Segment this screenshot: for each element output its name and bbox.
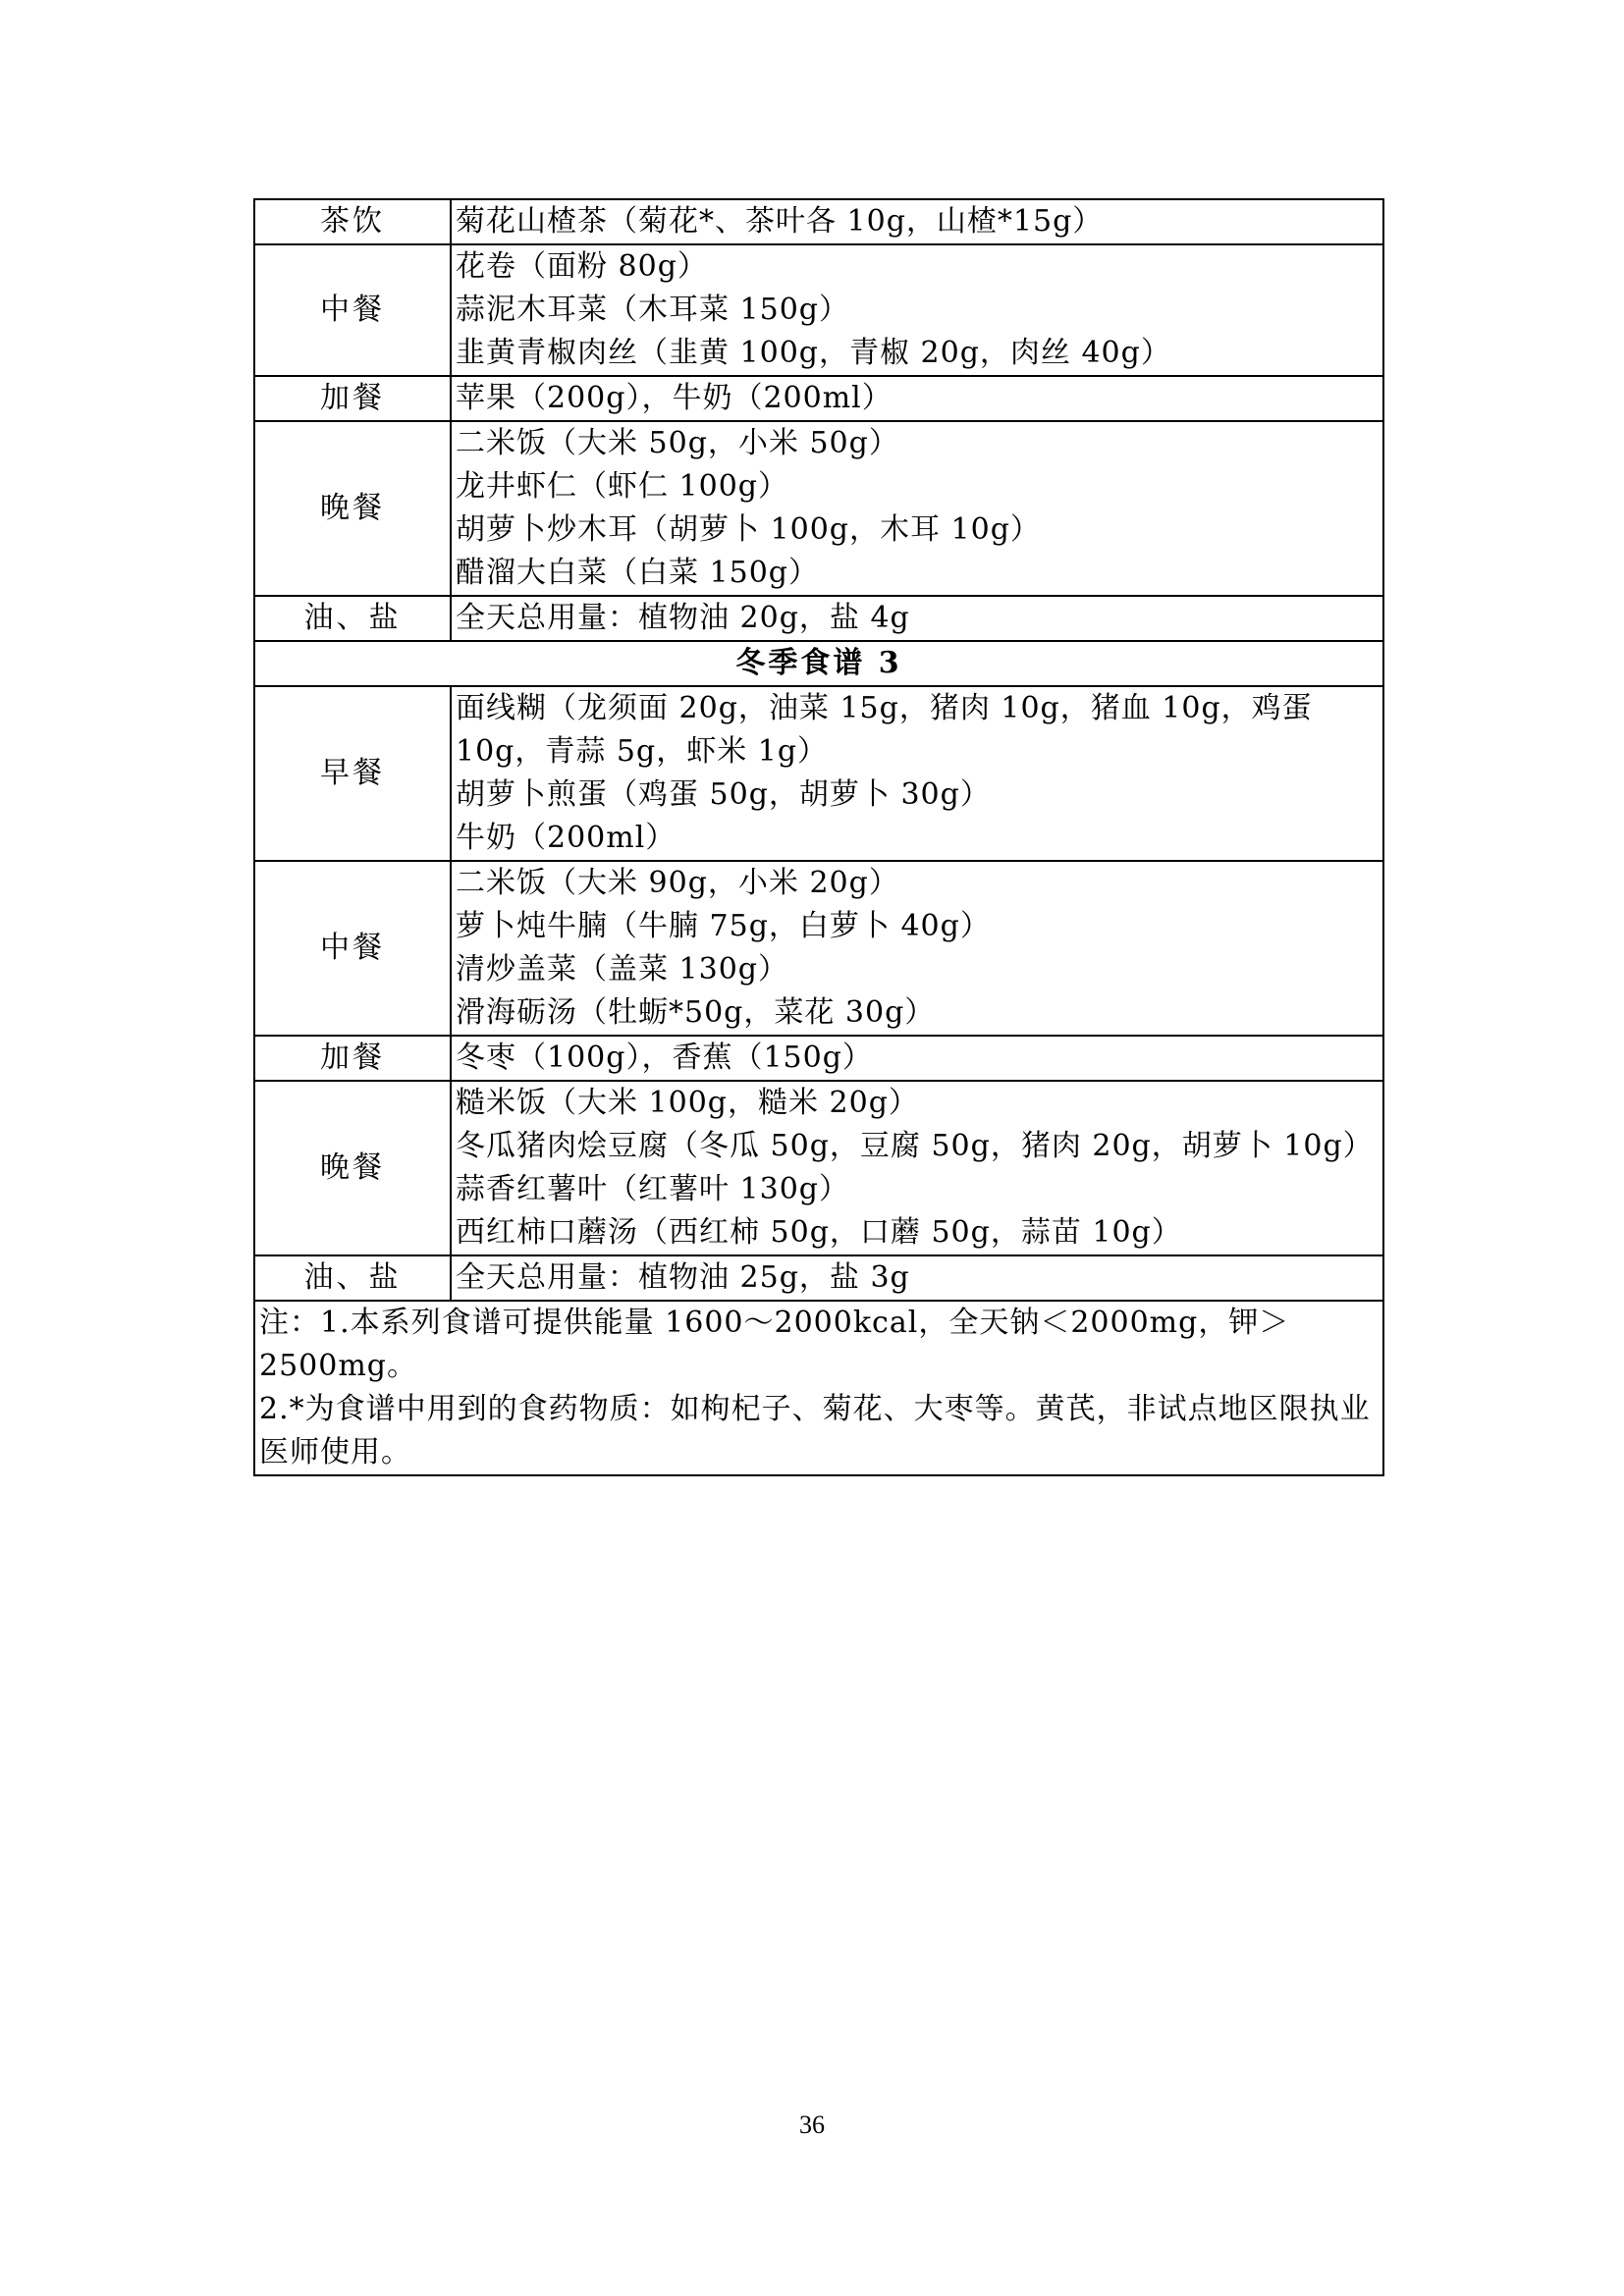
- page-number: 36: [799, 2110, 825, 2139]
- meal-label: 加餐: [254, 376, 451, 421]
- food-item: 全天总用量：植物油 25g，盐 3g: [456, 1260, 910, 1295]
- food-item: 蒜泥木耳菜（木耳菜 150g）: [456, 293, 850, 327]
- recipe-table: [253, 198, 1384, 1476]
- food-item: 菊花山楂茶（菊花*、茶叶各 10g，山楂*15g）: [456, 204, 1104, 239]
- food-item: 二米饭（大米 50g，小米 50g）: [456, 426, 899, 460]
- meal-items: [451, 376, 1383, 421]
- note-line: 2.*为食谱中用到的食药物质：如枸杞子、菊花、大枣等。黄芪，非试点地区限执业医师使用。: [259, 1392, 1371, 1469]
- food-item: 蒜香红薯叶（红薯叶 130g）: [456, 1172, 850, 1206]
- table-row: [254, 244, 1383, 376]
- meal-items: [451, 1255, 1383, 1301]
- section-row: [254, 641, 1383, 686]
- food-item: 冬瓜猪肉烩豆腐（冬瓜 50g，豆腐 50g，猪肉 20g，胡萝卜 10g）: [456, 1129, 1374, 1163]
- meal-label: 加餐: [254, 1036, 451, 1081]
- table-row: [254, 1036, 1383, 1081]
- food-item: 滑海砺汤（牡蛎*50g，菜花 30g）: [456, 995, 936, 1030]
- food-item: 胡萝卜炒木耳（胡萝卜 100g，木耳 10g）: [456, 512, 1041, 547]
- meal-label: 晚餐: [254, 1081, 451, 1255]
- meal-label: 茶饮: [254, 199, 451, 244]
- food-item: 萝卜炖牛腩（牛腩 75g，白萝卜 40g）: [456, 909, 991, 943]
- food-item: 苹果（200g），牛奶（200ml）: [456, 381, 893, 415]
- food-item: 全天总用量：植物油 20g，盐 4g: [456, 601, 910, 635]
- meal-label: 中餐: [254, 861, 451, 1036]
- table-notes: [254, 1301, 1383, 1475]
- food-item: 花卷（面粉 80g）: [456, 249, 708, 284]
- food-item: 醋溜大白菜（白菜 150g）: [456, 556, 820, 590]
- food-item: 西红柿口蘑汤（西红柿 50g，口蘑 50g，蒜苗 10g）: [456, 1215, 1182, 1250]
- meal-items: [451, 596, 1383, 641]
- food-item: 韭黄青椒肉丝（韭黄 100g，青椒 20g，肉丝 40g）: [456, 336, 1171, 370]
- food-item: 胡萝卜煎蛋（鸡蛋 50g，胡萝卜 30g）: [456, 777, 991, 812]
- food-item: 龙井虾仁（虾仁 100g）: [456, 469, 789, 504]
- meal-label: 中餐: [254, 244, 451, 376]
- table-row: [254, 421, 1383, 596]
- meal-label: 油、盐: [254, 1255, 451, 1301]
- meal-label: 晚餐: [254, 421, 451, 596]
- section-title: 冬季食谱 3: [254, 641, 1383, 686]
- meal-items: [451, 1081, 1383, 1255]
- table-row: [254, 199, 1383, 244]
- meal-items: [451, 686, 1383, 861]
- meal-items: [451, 1036, 1383, 1081]
- meal-items: [451, 199, 1383, 244]
- table-row: [254, 376, 1383, 421]
- meal-items: [451, 244, 1383, 376]
- meal-label: 油、盐: [254, 596, 451, 641]
- table-row: [254, 861, 1383, 1036]
- meal-label: 早餐: [254, 686, 451, 861]
- notes-row: [254, 1301, 1383, 1475]
- food-item: 牛奶（200ml）: [456, 821, 677, 855]
- meal-items: [451, 861, 1383, 1036]
- meal-items: [451, 421, 1383, 596]
- note-line: 注：1.本系列食谱可提供能量 1600～2000kcal，全天钠＜2000mg，钾＞2500mg。: [259, 1306, 1290, 1383]
- table-row: [254, 1255, 1383, 1301]
- table-row: [254, 596, 1383, 641]
- food-item: 糙米饭（大米 100g，糙米 20g）: [456, 1086, 919, 1120]
- table-row: [254, 1081, 1383, 1255]
- food-item: 冬枣（100g），香蕉（150g）: [456, 1041, 873, 1075]
- food-item: 清炒盖菜（盖菜 130g）: [456, 952, 789, 987]
- food-item: 二米饭（大米 90g，小米 20g）: [456, 866, 899, 900]
- food-item: 面线糊（龙须面 20g，油菜 15g，猪肉 10g，猪血 10g，鸡蛋 10g，青蒜 5g，虾米 1g）: [456, 691, 1313, 769]
- table-row: [254, 686, 1383, 861]
